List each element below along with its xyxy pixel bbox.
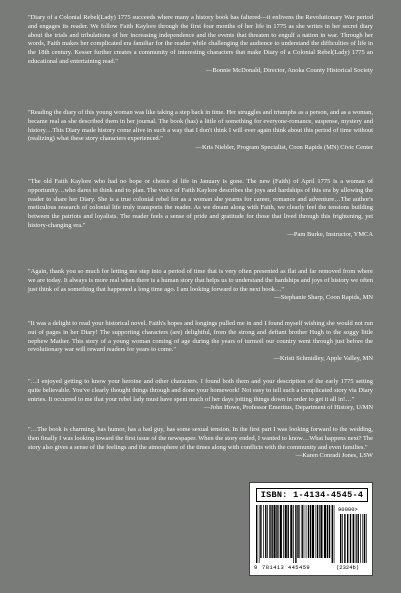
barcode-bar: [256, 505, 257, 563]
review-quote: "…The book is charming, has humor, has a bad guy, has some sexual tension. In the first part I was looking forward to the wedding, then finally I was looking toward the first issue of the newspaper. When the story ended, I wanted to know…What happens next? The story also gives a sense of the feelings and the atmosphere of the times along with conflicts with the community and even families.": [28, 426, 373, 451]
barcode-bar: [293, 505, 294, 563]
review-blurb-3: [28, 178, 373, 239]
barcode-bar: [316, 505, 317, 558]
barcode-bar: [276, 505, 277, 558]
barcode-bar: [271, 505, 272, 558]
barcode-bar: [265, 505, 266, 558]
barcode-bar: [274, 505, 276, 558]
barcode-bar: [304, 505, 305, 558]
barcode-addon-bar: [340, 514, 341, 563]
barcode-bar: [308, 505, 309, 558]
review-attribution: —Bonnie McDonald, Director, Anoka County Historical Society: [205, 66, 373, 74]
barcode-addon-bar: [344, 514, 345, 563]
barcode-bar: [319, 505, 320, 558]
review-blurb-5: [28, 320, 373, 364]
barcode-addon-bar: [356, 514, 357, 563]
barcode-bar: [324, 505, 326, 558]
barcode-addon-bar: [364, 514, 365, 563]
review-attribution: —Kris Niebler, Program Specialist, Coon Rapids (MN) Civic Center: [195, 144, 373, 151]
barcode-price-code: (2324b): [336, 564, 360, 571]
barcode-bar: [332, 505, 333, 563]
barcode-addon-bar: [350, 514, 351, 563]
barcode-bar: [329, 505, 330, 558]
review-attribution: —John Howe, Professor Emeritus, Department of History, U/MN: [203, 404, 373, 412]
barcode-lead-digit: 9: [254, 564, 258, 571]
review-quote: "The old Faith Kaylore who had no hope or choice of life in January is gone. The new (Faith) of April 1775 is a woman of opportunity…who dares to think and to plan. The voice of Faith Kaylore describes the joys and hardships of this era by allowing the reader to share her Diary. She is a true colonial rebel for as a woman she yearns for career, romance and adventure…The author's meticulous research of colonial life truly transports the reader. As we dream along with Faith, we clearly feel the tensions building between the patriots and loyalists. The reader feels a sense of pride and gratitude for those that lived through this frightening, yet history-changing era.": [28, 178, 373, 229]
review-blurb-2: [28, 109, 373, 153]
barcode-bar: [280, 505, 282, 558]
review-quote: "Again, thank you so much for letting me step into a period of time that is very often presented as flat and far removed from where we are today. It always is more real when there is a human story that helps us to understand the hardships and joys of history we often just think of as something that happened a long time ago. I am looking forward to the next book…": [28, 268, 373, 293]
barcode-bar: [290, 505, 292, 558]
review-attribution: —Stephanie Sharp, Coon Rapids, MN: [274, 294, 373, 302]
review-quote: "…I enjoyed getting to know your heroine and other characters. I found both them and your description of the early 1775 setting quite believable. You've clearly thought things through and done your homework! Not easy to tell such a complicated story via Diary entries. It occurred to me that your rebel lady must have spent much of her days jotting things down in order to get it all in!…": [28, 378, 373, 403]
barcode-bar: [263, 505, 264, 558]
barcode-bar: [297, 505, 298, 558]
barcode-addon-bar: [360, 514, 361, 563]
barcode-addon-bar: [347, 514, 348, 563]
barcode-bar: [299, 505, 300, 558]
barcode-bar: [334, 505, 335, 563]
barcode-bar: [302, 505, 303, 558]
barcode-addon-bar: [342, 514, 343, 563]
barcode-addon-bar: [362, 514, 363, 563]
barcode-bar: [306, 505, 307, 558]
barcode-bar: [288, 505, 289, 558]
barcode-bar: [259, 505, 260, 563]
barcode-panel: [249, 482, 373, 576]
barcode-bar: [285, 505, 287, 558]
review-quote: "It was a delight to read your historical novel. Faith's hopes and longings pulled me in and I found myself wishing she would not run out of pages in her Diary! The supporting characters (are) delightful, from the strong and defiant brother Hugh to the soggy little nephew Mather. This story of a young woman coming of age during the years of turmoil our country went through just before the revolutionary war will reward readers for years to come.": [28, 320, 373, 354]
barcode-main-digits: 781413 445459: [262, 564, 311, 571]
barcode-bar: [295, 505, 296, 563]
barcode-bar: [283, 505, 284, 558]
barcode-bar: [327, 505, 328, 558]
barcode-bar: [267, 505, 268, 558]
review-attribution: —Karen Conradi Jones, LSW: [295, 452, 373, 460]
barcode-addon-digits: 90000>: [338, 506, 358, 513]
review-blurb-4: [28, 268, 373, 303]
barcode-bar: [278, 505, 279, 558]
barcode-bar: [312, 505, 314, 558]
barcode-graphic: [254, 505, 368, 563]
barcode-bar: [317, 505, 318, 558]
barcode-addon-bar: [358, 514, 359, 563]
review-quote: "Reading the diary of this young woman was like taking a step back in time. Her struggles and triumphs as a person, and as a woman, became real as she described them in her journal. The book (has) a little of something for everyone-romance, suspense, mystery and history…This Diary made history come alive in such a way that I don't think I will ever again think about this period of time without (realizing) what these story characters experienced.": [28, 109, 373, 143]
review-blurb-7: [28, 426, 373, 461]
isbn-label: ISBN: 1-4134-4545-4: [256, 488, 368, 502]
barcode-addon-bar: [353, 514, 354, 563]
barcode-bar: [310, 505, 311, 558]
review-blurb-6: [28, 378, 373, 413]
barcode-bar: [320, 505, 322, 558]
review-quote: "Diary of a Colonial Rebel(Lady) 1775 succeeds where many a history book has faltered—it enlivens the Revolutionary War period and engages its reader. We follow Faith Kaylore through the first four months of her life in 1775 as she writes in her secret diary about the trials and tribulations of her increasing independence and the events that threaten to engulf a nation in war. Through her words, Faith makes her complicated era familiar for the reader while challenging the audience to understand the difficulties of life in the 18th century. Kesser further creates a community of interesting characters that make Diary of a Colonial Rebel(Lady) 1775 an educational and entertaining read.": [28, 14, 373, 65]
barcode-bar: [260, 505, 261, 558]
barcode-bar: [269, 505, 270, 558]
review-blurb-1: [28, 14, 373, 75]
review-attribution: —Pam Burke, Instructor, YMCA: [287, 230, 373, 238]
review-attribution: —Kristi Schmidley, Apple Valley, MN: [273, 355, 373, 362]
barcode-addon-bar: [366, 514, 367, 563]
barcode-addon-bar: [355, 514, 356, 563]
